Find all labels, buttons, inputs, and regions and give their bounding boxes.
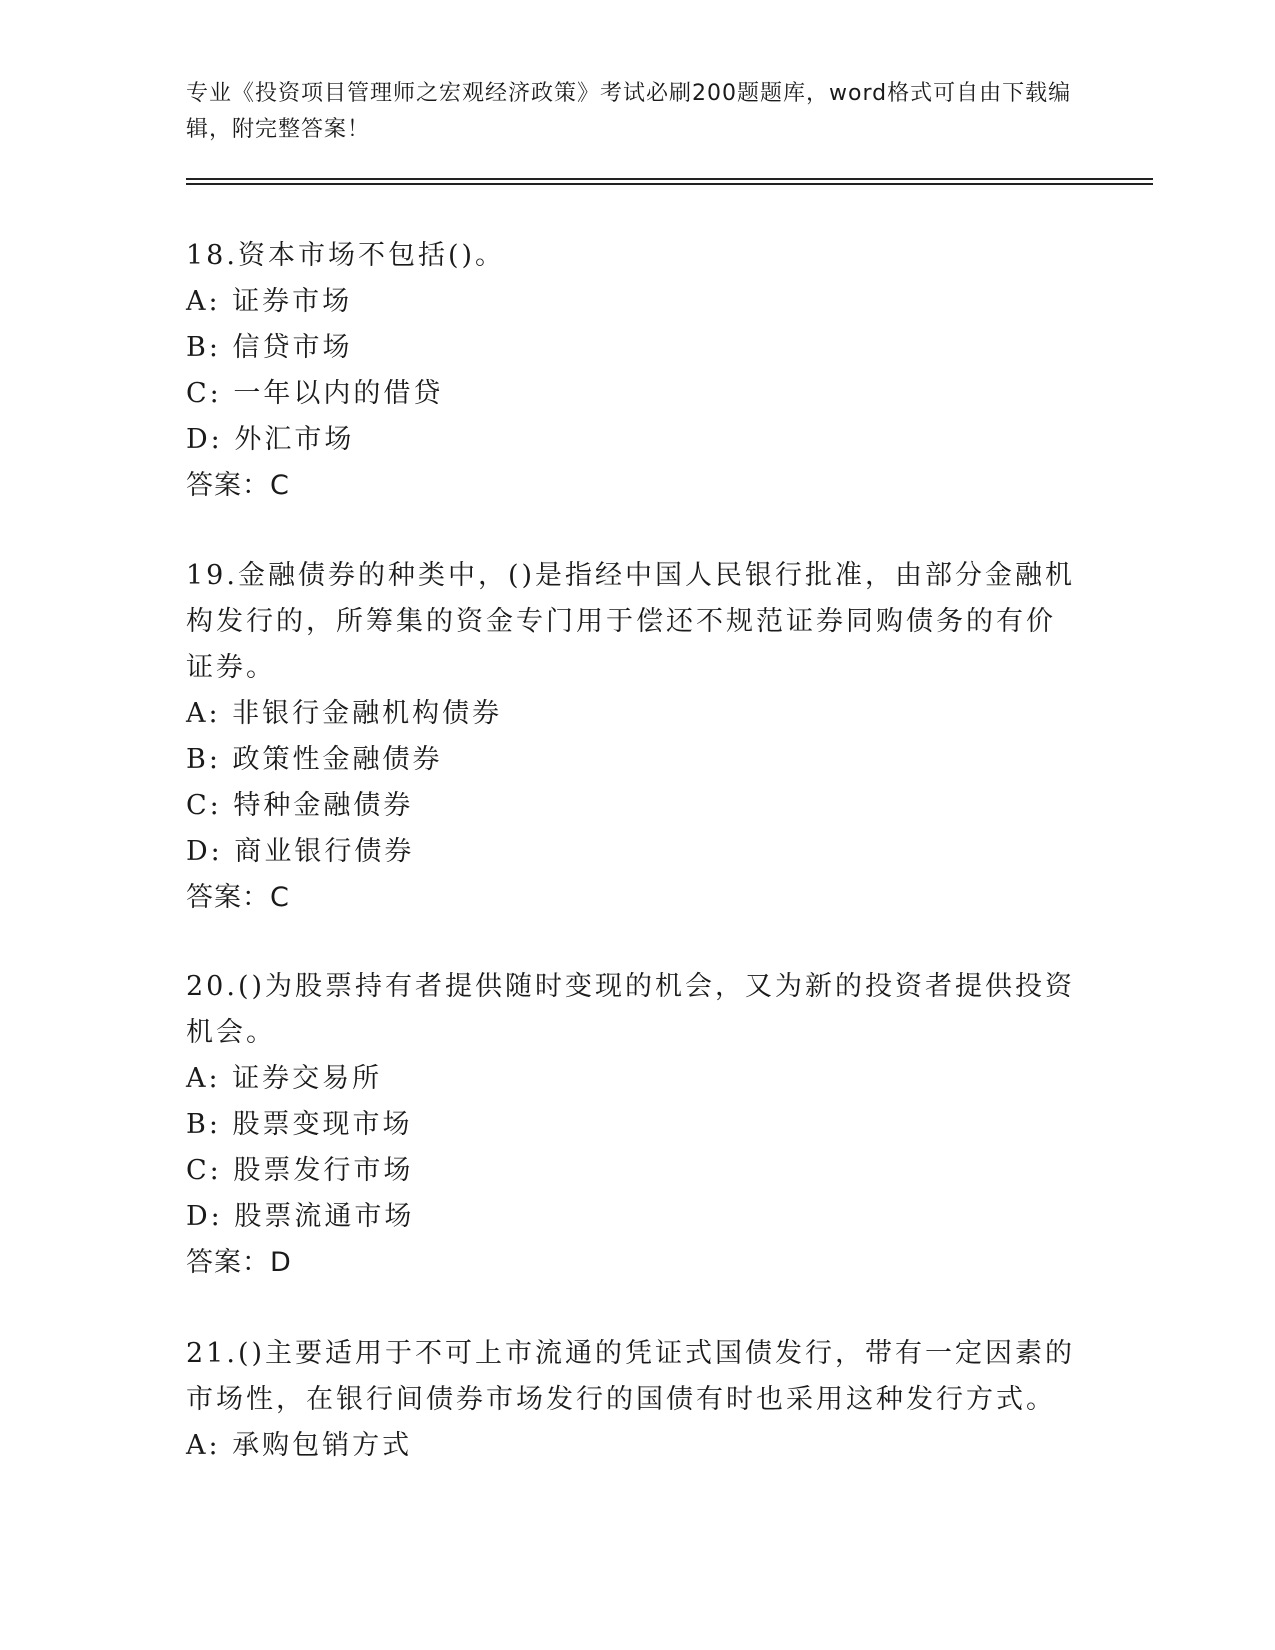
answer: 答案：C — [186, 470, 290, 501]
answer: 答案：C — [186, 882, 290, 913]
question-21 — [186, 1331, 1076, 1469]
option-b: B: 政策性金融债券 — [186, 744, 443, 775]
option-a: A: 证券市场 — [186, 286, 353, 317]
option-a: A: 证券交易所 — [186, 1063, 383, 1094]
question-stem: 19.金融债券的种类中，()是指经中国人民银行批准，由部分金融机构发行的，所筹集的资金专门用于偿还不规范证券同购债务的有价证券。 — [186, 560, 1076, 683]
option-d: D: 商业银行债券 — [186, 836, 415, 867]
option-a: A: 非银行金融机构债券 — [186, 698, 503, 729]
option-b: B: 信贷市场 — [186, 332, 353, 363]
option-c: C: 股票发行市场 — [186, 1155, 414, 1186]
question-stem: 21.()主要适用于不可上市流通的凭证式国债发行，带有一定因素的市场性，在银行间债券市场发行的国债有时也采用这种发行方式。 — [186, 1338, 1076, 1415]
answer: 答案：D — [186, 1247, 292, 1278]
option-d: D: 股票流通市场 — [186, 1201, 415, 1232]
question-18 — [186, 233, 1076, 509]
header-divider-top — [186, 178, 1153, 180]
document-header — [186, 76, 1086, 148]
option-b: B: 股票变现市场 — [186, 1109, 413, 1140]
option-d: D: 外汇市场 — [186, 424, 355, 455]
header-divider-bottom — [186, 183, 1153, 185]
option-a: A: 承购包销方式 — [186, 1430, 413, 1461]
header-text: 专业《投资项目管理师之宏观经济政策》考试必刷200题题库，word格式可自由下载编辑，附完整答案！ — [186, 81, 1072, 142]
option-c: C: 特种金融债券 — [186, 790, 414, 821]
question-stem: 20.()为股票持有者提供随时变现的机会，又为新的投资者提供投资机会。 — [186, 971, 1076, 1048]
option-c: C: 一年以内的借贷 — [186, 378, 444, 409]
question-19 — [186, 553, 1076, 921]
question-stem: 18.资本市场不包括()。 — [186, 240, 506, 271]
question-20 — [186, 964, 1076, 1286]
